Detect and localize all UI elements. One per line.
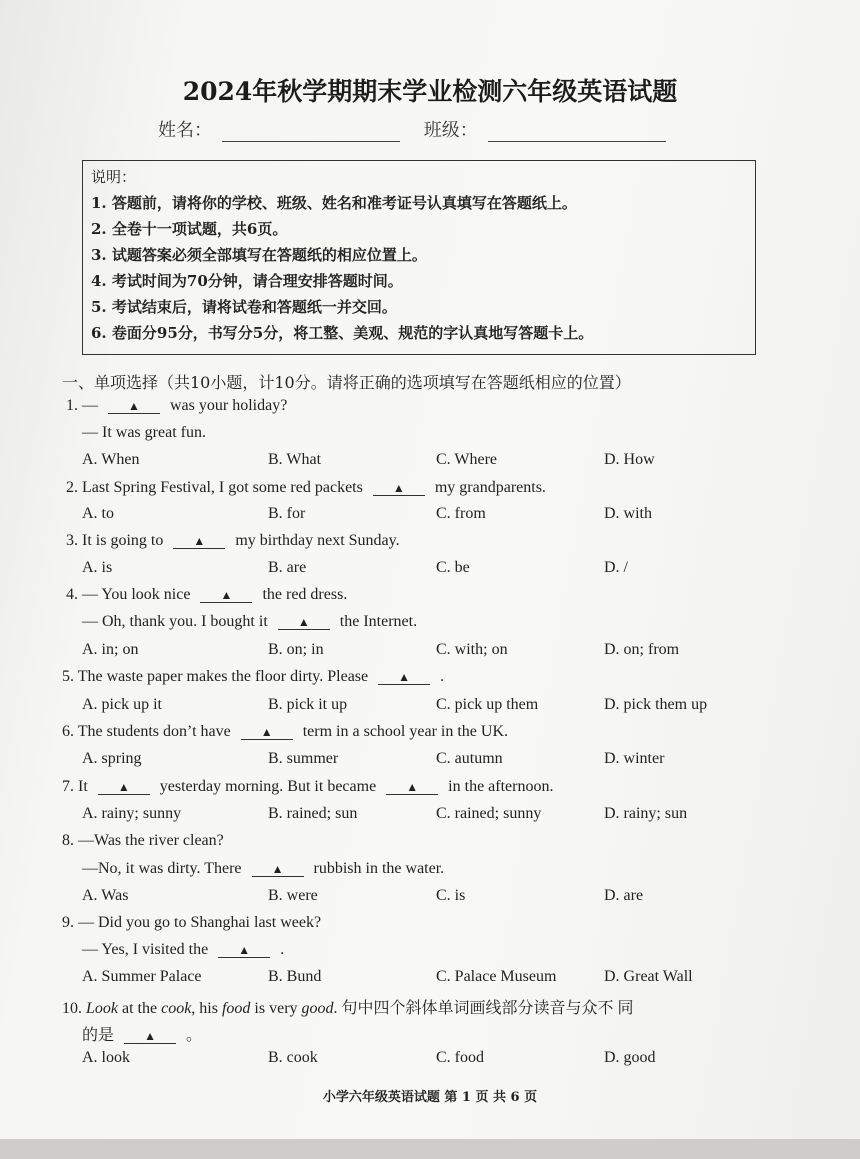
question-text: my birthday next Sunday. (235, 532, 400, 549)
option-d: D. rainy; sun (604, 805, 688, 822)
option-a: A. pick up it (82, 696, 162, 713)
question-text: 7. It (62, 778, 88, 795)
question-text: — Yes, I visited the (82, 941, 209, 958)
page-title: 2024年秋学期期末学业检测六年级英语试题 (182, 77, 678, 106)
instructions-box (82, 160, 756, 355)
instruction-item: 6. 卷面分95分，书写分5分，将工整、美观、规范的字认真地写答题卡上。 (91, 324, 594, 342)
question-text: the red dress. (262, 586, 348, 603)
answer-blank[interactable]: ▲ (173, 534, 225, 549)
answer-blank[interactable]: ▲ (378, 670, 430, 685)
option-c: C. Where (436, 451, 498, 468)
answer-blank[interactable]: ▲ (278, 615, 330, 630)
italic-word: food (221, 1000, 251, 1017)
option-b: B. are (268, 559, 307, 576)
italic-word: Look (86, 1000, 118, 1017)
question-9: 9. — Did you go to Shanghai last week? (62, 914, 322, 931)
option-a: A. is (82, 559, 113, 576)
option-c: C. is (436, 887, 466, 904)
instruction-item: 3. 试题答案必须全部填写在答题纸的相应位置上。 (91, 246, 427, 264)
question-text: , his (191, 1000, 218, 1017)
option-d: D. Great Wall (604, 968, 693, 985)
question-text: 6. The students don’t have (62, 723, 231, 740)
option-d: D. on; from (604, 641, 680, 658)
name-field[interactable] (222, 123, 400, 142)
instruction-item: 5. 考试结束后，请将试卷和答题纸一并交回。 (91, 298, 397, 316)
option-b: B. on; in (268, 641, 324, 658)
italic-word: good (301, 1000, 334, 1017)
question-8-reply (82, 860, 444, 878)
option-d: D. pick them up (604, 696, 708, 713)
question-text: . (440, 668, 445, 685)
class-label: 班级： (423, 120, 478, 141)
answer-blank[interactable]: ▲ (241, 725, 293, 740)
question-10 (62, 995, 634, 1018)
question-10-cont (82, 1022, 202, 1045)
answer-blank[interactable]: ▲ (252, 862, 304, 877)
instruction-item: 2. 全卷十一项试题，共6页。 (91, 220, 288, 238)
question-text: 1. — (66, 397, 98, 414)
student-info-row (158, 116, 684, 142)
answer-blank[interactable]: ▲ (124, 1029, 176, 1044)
option-c: C. autumn (436, 750, 503, 767)
question-6 (62, 723, 508, 741)
instruction-item: 1. 答题前，请将你的学校、班级、姓名和准考证号认真填写在答题纸上。 (91, 194, 577, 212)
question-text: yesterday morning. But it became (159, 778, 377, 795)
answer-blank[interactable]: ▲ (218, 943, 270, 958)
option-c: C. Palace Museum (436, 968, 557, 985)
option-a: A. When (82, 451, 140, 468)
option-a: A. Was (82, 887, 129, 904)
answer-blank[interactable]: ▲ (386, 780, 438, 795)
question-text: the Internet. (339, 613, 418, 630)
option-b: B. summer (268, 750, 339, 767)
question-text: . (280, 941, 285, 958)
option-c: C. pick up them (436, 696, 539, 713)
answer-blank[interactable]: ▲ (98, 780, 150, 795)
question-text: 2. Last Spring Festival, I got some red packets (66, 479, 363, 496)
question-text: term in a school year in the UK. (302, 723, 508, 740)
option-b: B. for (268, 505, 306, 522)
option-a: A. look (82, 1049, 130, 1066)
question-5 (62, 668, 444, 686)
answer-blank[interactable]: ▲ (108, 399, 160, 414)
option-b: B. rained; sun (268, 805, 358, 822)
question-text: 3. It is going to (66, 532, 164, 549)
option-d: D. with (604, 505, 652, 522)
question-8: 8. —Was the river clean? (62, 832, 224, 849)
option-b: B. were (268, 887, 318, 904)
question-text: my grandparents. (434, 479, 546, 496)
question-number: 10. (62, 1000, 82, 1017)
option-b: B. pick it up (268, 696, 348, 713)
instruction-item: 4. 考试时间为70分钟，请合理安排答题时间。 (91, 272, 403, 290)
option-c: C. rained; sunny (436, 805, 542, 822)
option-d: D. good (604, 1049, 656, 1066)
question-text: 的是 (82, 1027, 115, 1044)
option-c: C. be (436, 559, 470, 576)
question-2 (66, 479, 546, 497)
option-c: C. food (436, 1049, 484, 1066)
question-text: —No, it was dirty. There (82, 860, 242, 877)
option-d: D. winter (604, 750, 665, 767)
option-a: A. in; on (82, 641, 139, 658)
instructions-heading: 说明： (91, 168, 137, 186)
option-a: A. Summer Palace (82, 968, 202, 985)
question-4 (66, 586, 347, 604)
option-a: A. spring (82, 750, 142, 767)
option-b: B. What (268, 451, 322, 468)
question-9-reply (82, 941, 284, 959)
option-c: C. with; on (436, 641, 508, 658)
question-4-reply (82, 613, 417, 631)
question-1-reply: — It was great fun. (82, 424, 206, 441)
option-a: A. to (82, 505, 114, 522)
option-c: C. from (436, 505, 486, 522)
option-b: B. Bund (268, 968, 322, 985)
option-d: D. / (604, 559, 628, 576)
question-text: was your holiday? (170, 397, 288, 414)
question-text: at the (122, 1000, 158, 1017)
question-text: rubbish in the water. (313, 860, 445, 877)
question-text: — Oh, thank you. I bought it (82, 613, 268, 630)
question-3 (66, 532, 400, 550)
question-text: . 句中四个斜体单词画线部分读音与众不 同 (333, 1000, 634, 1017)
italic-word: cook (161, 1000, 192, 1017)
option-d: D. are (604, 887, 644, 904)
section-heading: 一、单项选择（共10小题，计10分。请将正确的选项填写在答题纸相应的位置） (62, 373, 631, 392)
option-a: A. rainy; sunny (82, 805, 182, 822)
option-d: D. How (604, 451, 655, 468)
question-text: is very (254, 1000, 298, 1017)
option-b: B. cook (268, 1049, 318, 1066)
class-field[interactable] (488, 123, 666, 142)
question-1 (66, 397, 287, 415)
question-text: 5. The waste paper makes the floor dirty. Please (62, 668, 369, 685)
question-text: in the afternoon. (448, 778, 554, 795)
name-label: 姓名： (158, 120, 212, 141)
page-footer: 小学六年级英语试题 第 1 页 共 6 页 (322, 1090, 538, 1105)
answer-blank[interactable]: ▲ (200, 588, 252, 603)
answer-blank[interactable]: ▲ (373, 481, 425, 496)
question-text: 4. — You look nice (66, 586, 191, 603)
question-7 (62, 778, 553, 796)
question-text: 。 (186, 1027, 203, 1044)
